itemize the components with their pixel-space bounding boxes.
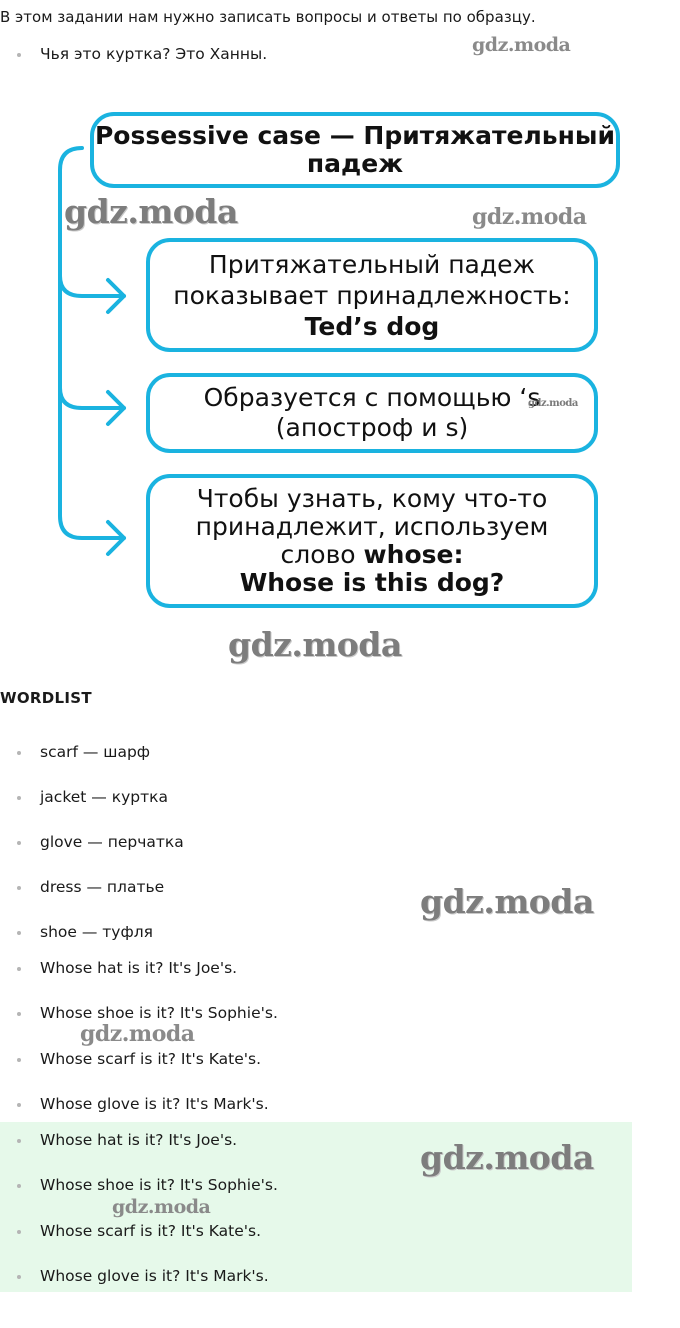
answers-list xyxy=(0,958,632,1140)
box-text xyxy=(196,541,549,569)
list-item: scarf — шарф xyxy=(0,742,632,787)
box-text: Чтобы узнать, кому что-то xyxy=(196,484,548,513)
watermark: gdz.moda xyxy=(228,625,402,664)
box-text: падеж xyxy=(306,149,404,178)
box-text-part: whose: xyxy=(363,540,464,569)
box-text: Whose is this dog? xyxy=(239,568,505,597)
box-text: Possessive case — Притяжательный xyxy=(94,121,616,150)
list-item: Whose scarf is it? It's Kate's. xyxy=(0,1221,632,1267)
question-box xyxy=(146,474,598,608)
list-item: Whose glove is it? It's Mark's. xyxy=(0,1094,632,1140)
box-text: Образуется с помощью ‘s xyxy=(203,383,541,412)
list-item: Чья это куртка? Это Ханны. xyxy=(0,44,632,68)
box-text: (апостроф и s) xyxy=(275,413,469,442)
list-item: Whose hat is it? It's Joe's. xyxy=(0,1130,632,1175)
box-text-part: слово xyxy=(280,540,364,569)
definition-box xyxy=(146,238,598,352)
list-item: Whose scarf is it? It's Kate's. xyxy=(0,1049,632,1095)
list-item: Whose glove is it? It's Mark's. xyxy=(0,1266,632,1312)
possessive-case-diagram xyxy=(0,100,680,620)
box-text: показывает принадлежность: xyxy=(173,280,571,310)
watermark: gdz.moda xyxy=(472,34,571,56)
watermark: gdz.moda xyxy=(64,192,238,231)
formation-box xyxy=(146,373,598,453)
list-item: shoe — туфля xyxy=(0,922,632,967)
box-text: Ted’s dog xyxy=(304,311,440,341)
diagram-title-box xyxy=(90,112,620,188)
box-text: Притяжательный падеж xyxy=(208,249,536,279)
list-item: jacket — куртка xyxy=(0,787,632,832)
watermark: gdz.moda xyxy=(112,1196,211,1218)
list-item: Whose shoe is it? It's Sophie's. xyxy=(0,1003,632,1049)
watermark: gdz.moda xyxy=(420,882,594,921)
list-item: Whose hat is it? It's Joe's. xyxy=(0,958,632,1003)
list-item: glove — перчатка xyxy=(0,832,632,877)
watermark: gdz.moda xyxy=(528,398,578,409)
wordlist xyxy=(0,742,632,967)
list-item: Whose shoe is it? It's Sophie's. xyxy=(0,1175,632,1221)
watermark: gdz.moda xyxy=(80,1021,195,1047)
box-text: принадлежит, используем xyxy=(195,512,549,541)
watermark: gdz.moda xyxy=(420,1138,594,1177)
intro-text: В этом задании нам нужно записать вопросы и ответы по образцу. xyxy=(0,8,536,26)
watermark: gdz.moda xyxy=(472,204,587,230)
list-item: dress — платье xyxy=(0,877,632,922)
wordlist-heading: WORDLIST xyxy=(0,689,92,707)
